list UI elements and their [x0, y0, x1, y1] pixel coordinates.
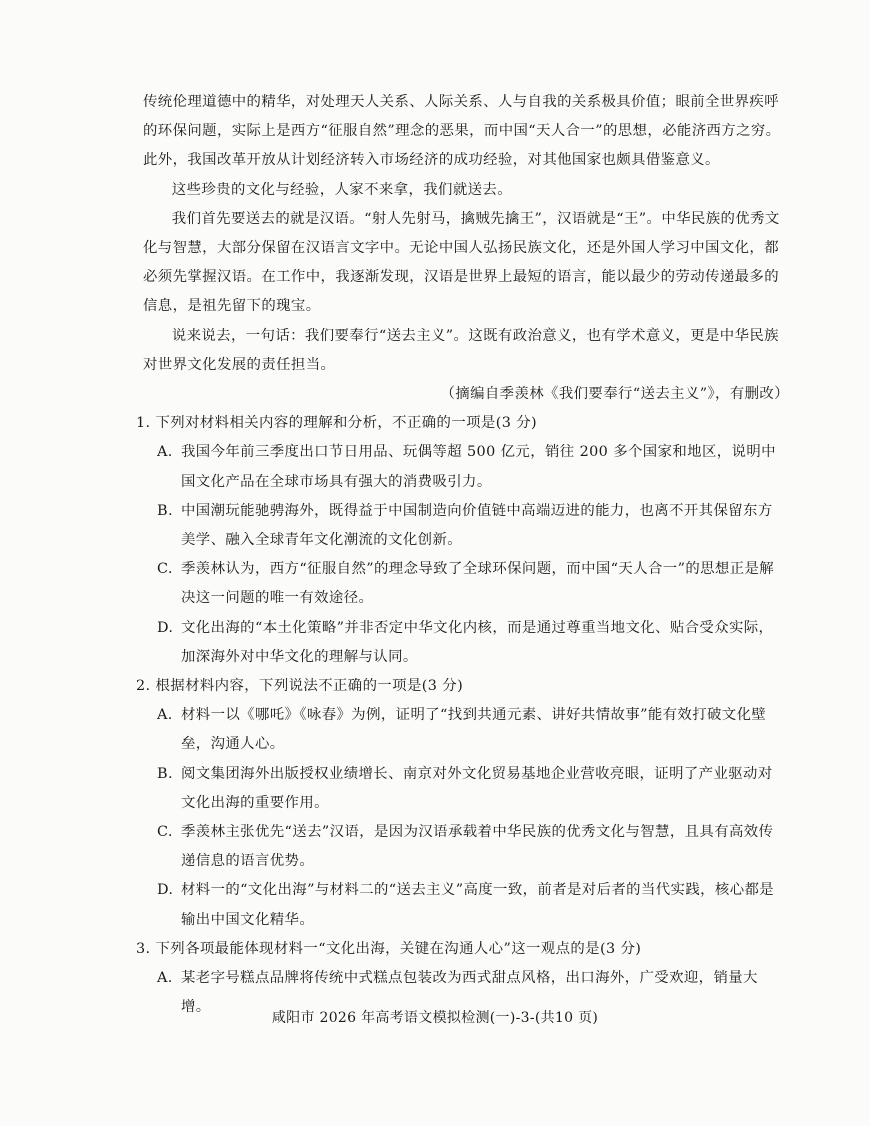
page-footer: 咸阳市 2026 年高考语文模拟检测(一)-3-(共10 页) — [271, 1010, 599, 1026]
passage-paragraph-1: 传统伦理道德中的精华，对处理天人关系、人际关系、人与自我的关系极具价值；眼前全世界疾呼的环保问题，实际上是西方“征服自然”理念的恶果，而中国“天人合一”的思想，必能济西方之穷。此外，我国改革开放从计划经济转入市场经济的成功经验，对其他国家也颇具借鉴意义。 — [143, 94, 781, 169]
question-2 — [136, 672, 783, 935]
passage-paragraph-3: 我们首先要送去的就是汉语。“射人先射马，擒贼先擒王”，汉语就是“王”。中华民族的优秀文化与智慧，大部分保留在汉语言文字中。无论中国人弘扬民族文化，还是外国人学习中国文化，都必须先掌握汉语。在工作中，我逐渐发现，汉语是世界上最短的语言，能以最少的劳动传递最多的信息，是祖先留下的瑰宝。 — [143, 210, 780, 315]
question-1-option-a — [157, 438, 783, 496]
question-1-option-b — [157, 497, 783, 555]
option-text: 季羡林主张优先“送去”汉语，是因为汉语承载着中华民族的优秀文化与智慧，且具有高效传递信息的语言优势。 — [181, 824, 774, 870]
option-letter: A. — [157, 707, 173, 724]
passage-paragraph-4: 说来说去，一句话：我们要奉行“送去主义”。这既有政治意义，也有学术意义，更是中华民族对世界文化发展的责任担当。 — [143, 327, 779, 373]
option-letter: C. — [157, 561, 173, 578]
option-text: 某老字号糕点品牌将传统中式糕点包装改为西式甜点风格，出口海外，广受欢迎，销量大增。 — [181, 970, 758, 1016]
option-letter: D. — [157, 619, 174, 636]
option-letter: B. — [157, 502, 173, 519]
question-1 — [136, 409, 783, 672]
question-1-option-d — [157, 614, 783, 672]
page-content — [136, 88, 789, 1023]
option-text: 中国潮玩能驰骋海外，既得益于中国制造向价值链中高端迈进的能力，也离不开其保留东方美学、融入全球青年文化潮流的文化创新。 — [181, 502, 773, 549]
question-1-option-c — [157, 555, 783, 613]
option-letter: A. — [157, 444, 173, 461]
option-text: 文化出海的“本土化策略”并非否定中华文化内核，而是通过尊重当地文化、贴合受众实际，加深海外对中华文化的理解与认同。 — [181, 619, 774, 665]
option-text: 阅文集团海外出版授权业绩增长、南京对外文化贸易基地企业营收亮眼，证明了产业驱动对文化出海的重要作用。 — [181, 765, 773, 811]
question-stem: 2. 根据材料内容，下列说法不正确的一项是(3 分) — [136, 678, 464, 695]
passage-source: （摘编自季羡林《我们要奉行“送去主义”》，有删改） — [440, 386, 789, 403]
question-stem: 3. 下列各项最能体现材料一“文化出海，关键在沟通人心”这一观点的是(3 分) — [136, 940, 642, 957]
question-2-option-d — [157, 876, 783, 934]
option-text: 我国今年前三季度出口节日用品、玩偶等超 500 亿元，销往 200 多个国家和地区，说明中国文化产品在全球市场具有强大的消费吸引力。 — [181, 444, 776, 490]
question-2-option-c — [157, 818, 783, 876]
question-stem: 1. 下列对材料相关内容的理解和分析，不正确的一项是(3 分) — [136, 415, 538, 432]
option-letter: A. — [157, 970, 173, 987]
passage-paragraph-2: 这些珍贵的文化与经验，人家不来拿，我们就送去。 — [171, 181, 512, 198]
question-2-option-a — [157, 701, 783, 759]
question-2-option-b — [157, 760, 783, 818]
option-letter: B. — [157, 765, 173, 782]
option-text: 材料一以《哪吒》《咏春》为例，证明了“找到共通元素、讲好共情故事”能有效打破文化壁垒，沟通人心。 — [181, 707, 767, 753]
option-letter: D. — [157, 882, 174, 899]
option-text: 季羡林认为，西方“征服自然”的理念导致了全球环保问题，而中国“天人合一”的思想正是解决这一问题的唯一有效途径。 — [181, 561, 775, 607]
option-text: 材料一的“文化出海”与材料二的“送去主义”高度一致，前者是对后者的当代实践，核心都是输出中国文化精华。 — [181, 882, 775, 928]
option-letter: C. — [157, 824, 173, 841]
